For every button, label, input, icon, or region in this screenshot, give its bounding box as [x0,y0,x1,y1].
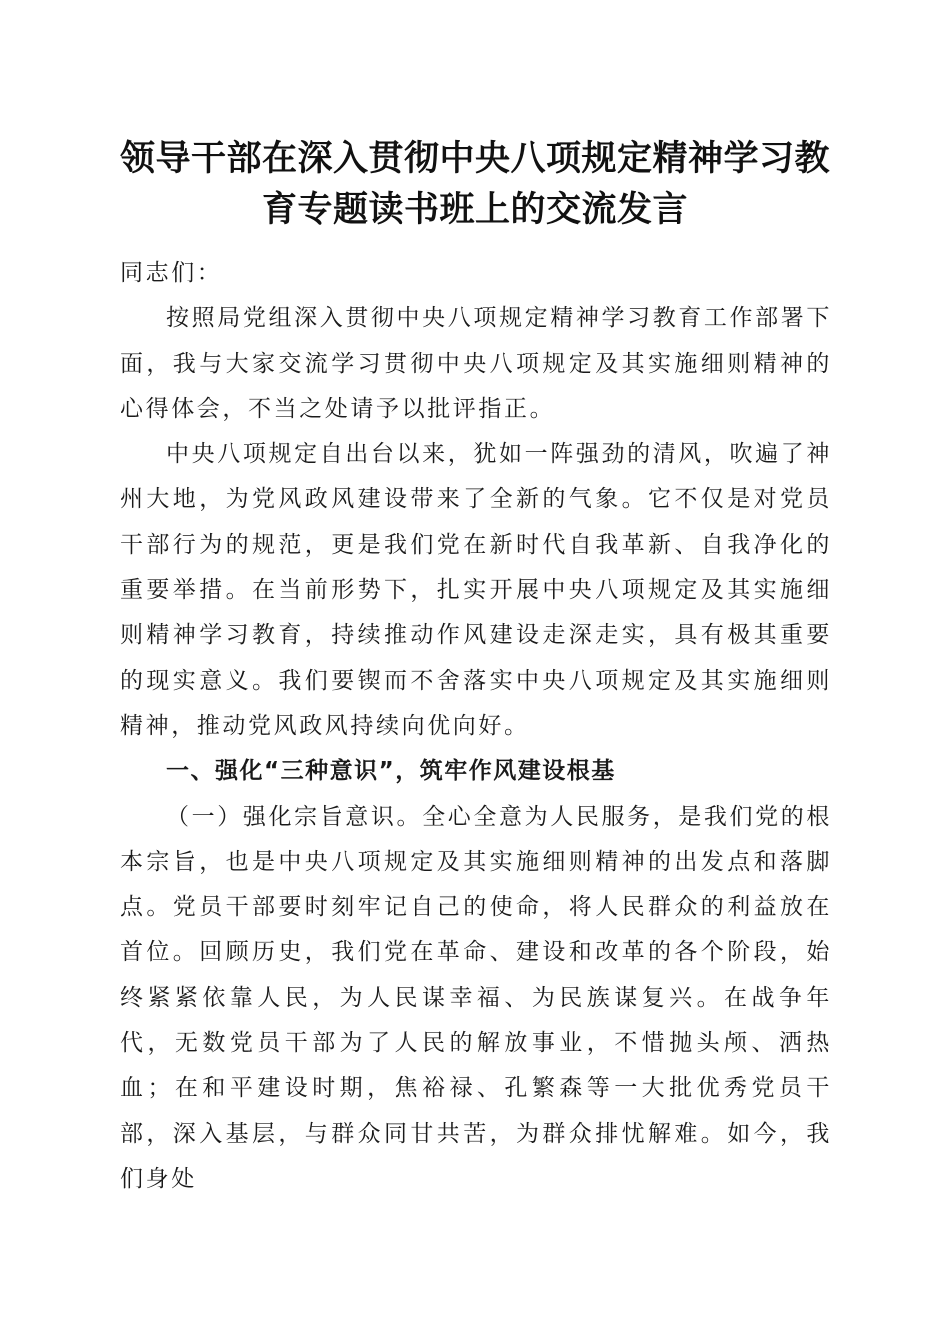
salutation: 同志们： [120,260,223,286]
paragraph-1: 按照局党组深入贯彻中央八项规定精神学习教育工作部署下面，我与大家交流学习贯彻中央八项规定及其实施细则精神的心得体会，不当之处请予以批评指正。 [120,305,832,422]
title-line-1: 领导干部在深入贯彻中央八项规定精神学习教 [119,138,830,179]
paragraph-3: （一）强化宗旨意识。全心全意为人民服务，是我们党的根本宗旨，也是中央八项规定及其实施细则精神的出发点和落脚点。党员干部要时刻牢记自己的使命，将人民群众的利益放在首位。回顾历史，我们党在革命、建设和改革的各个阶段，始终紧紧依靠人民，为人民谋幸福、为民族谋复兴。在战争年代，无数党员干部为了人民的解放事业，不惜抛头颅、洒热血；在和平建设时期，焦裕禄、孔繁森等一大批优秀党员干部，深入基层，与群众同甘共苦，为群众排忧解难。如今，我们身处 [120,803,832,1192]
paragraph-2: 中央八项规定自出台以来，犹如一阵强劲的清风，吹遍了神州大地，为党风政风建设带来了全新的气象。它不仅是对党员干部行为的规范，更是我们党在新时代自我革新、自我净化的重要举措。在当前形势下，扎实开展中央八项规定及其实施细则精神学习教育，持续推动作风建设走深走实，具有极其重要的现实意义。我们要锲而不舍落实中央八项规定及其实施细则精神，推动党风政风持续向优向好。 [120,441,832,739]
page-title [100,133,850,235]
title-line-2: 育专题读书班上的交流发言 [261,189,688,230]
document-body [120,251,832,1202]
section-heading-1: 一、强化“三种意识”，筑牢作风建设根基 [166,758,616,785]
